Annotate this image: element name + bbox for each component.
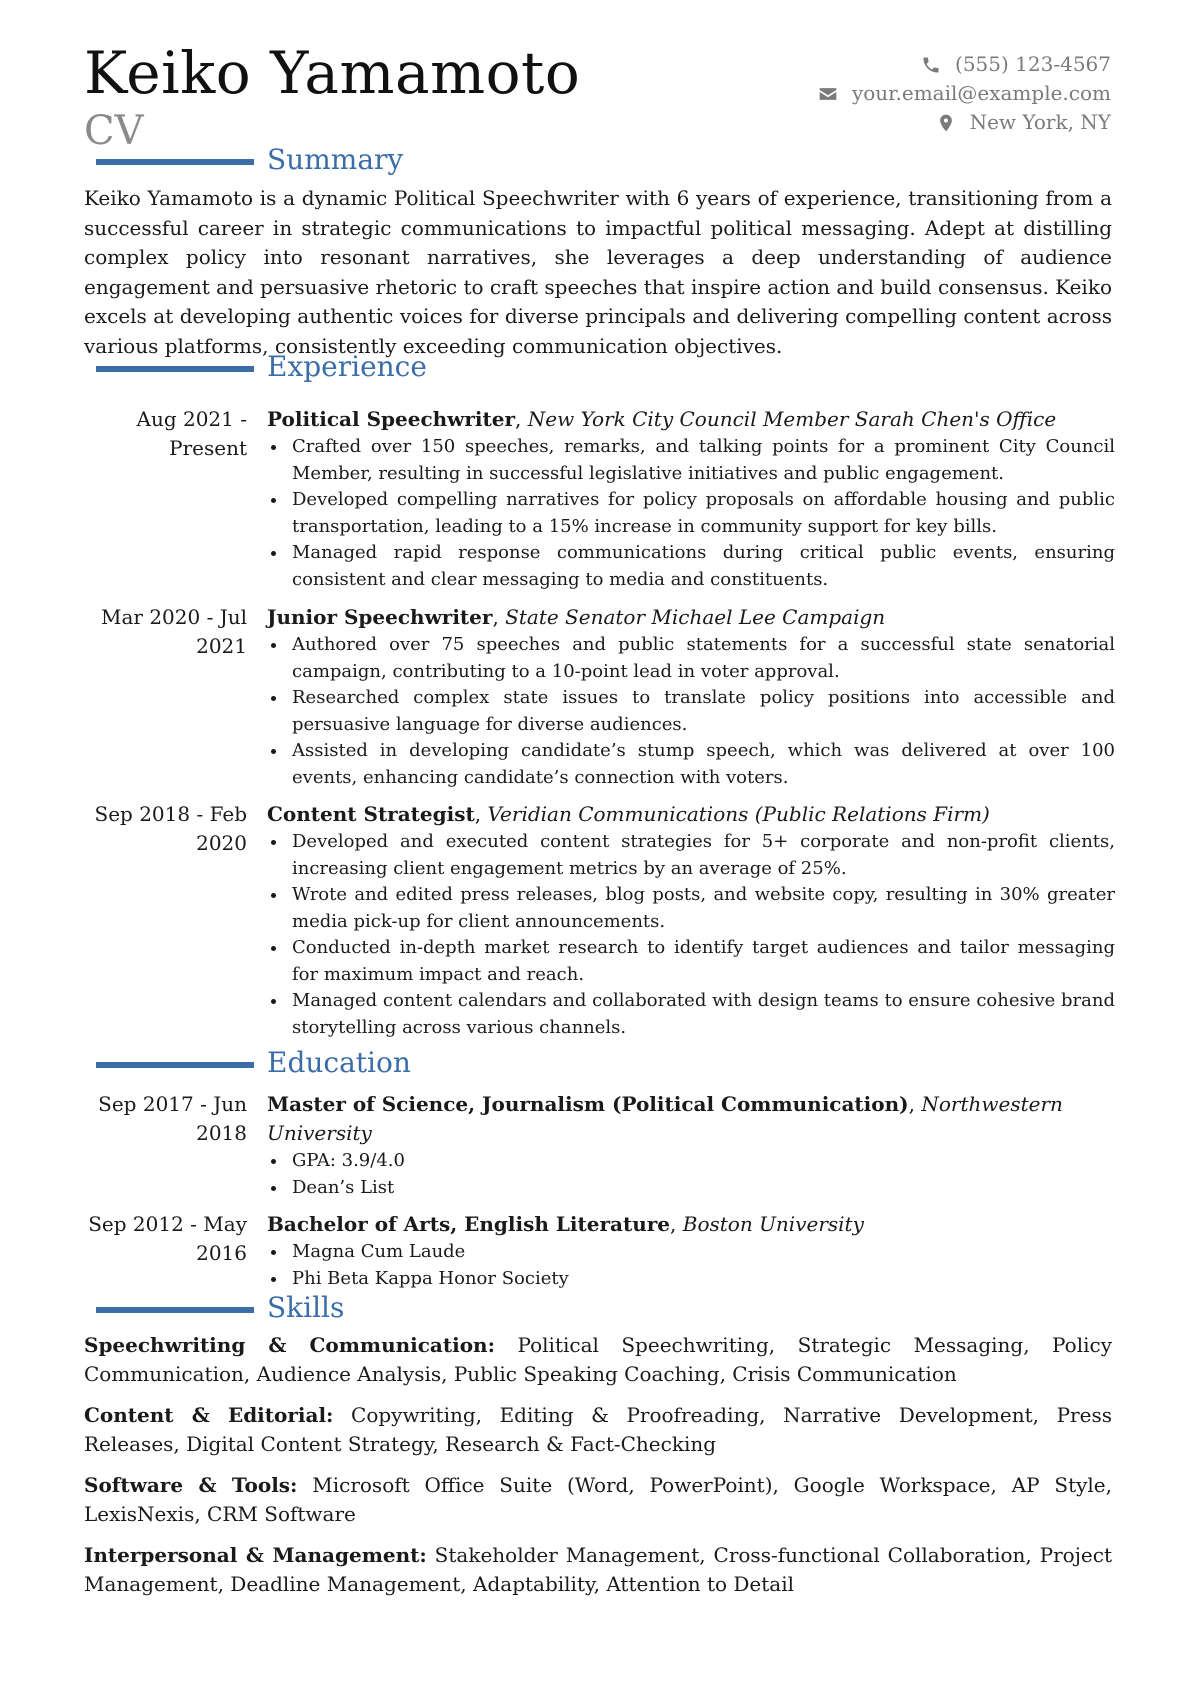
skill-group xyxy=(84,1401,1112,1459)
skill-category: Interpersonal & Management: xyxy=(84,1543,427,1567)
bullet-list xyxy=(267,1148,1115,1201)
bullet-list xyxy=(267,1239,1115,1292)
contact-phone xyxy=(818,50,1111,79)
skill-group xyxy=(84,1471,1112,1529)
section-rule xyxy=(96,1307,254,1313)
entry-date: Sep 2017 - Jun 2018 xyxy=(98,1092,247,1145)
school: Northwestern University xyxy=(267,1092,1063,1145)
degree: Master of Science, Journalism (Political Communication) xyxy=(267,1092,909,1116)
section-rule xyxy=(96,1062,254,1068)
employer: State Senator Michael Lee Campaign xyxy=(505,605,886,629)
summary-header xyxy=(0,142,1190,182)
entry-body xyxy=(267,405,1115,593)
entry-date: Mar 2020 - Jul 2021 xyxy=(101,605,247,658)
entry-heading: Content Strategist, Veridian Communications (Public Relations Firm) xyxy=(267,802,990,826)
job-title: Political Speechwriter xyxy=(267,407,516,431)
section-rule xyxy=(96,366,254,372)
entry-date: Sep 2018 - Feb 2020 xyxy=(94,802,247,855)
entry-date: Sep 2012 - May 2016 xyxy=(88,1212,247,1265)
bullet-item: Managed content calendars and collaborated with design teams to ensure cohesive brand storytelling across various channels. xyxy=(267,988,1115,1041)
skill-values: Stakeholder Management, Cross-functional Collaboration, Project Management, Deadline Management, Adaptability, Attention to Detail xyxy=(84,1543,1112,1596)
bullet-item: Assisted in developing candidate’s stump speech, which was delivered at over 100 events, enhancing candidate’s connection with voters. xyxy=(267,738,1115,791)
document-type: CV xyxy=(84,108,144,154)
skill-category: Speechwriting & Communication: xyxy=(84,1333,495,1357)
entry-body xyxy=(267,603,1115,791)
email-link[interactable]: your.email@example.com xyxy=(851,81,1111,105)
job-title: Content Strategist xyxy=(267,802,475,826)
entry-body xyxy=(267,1090,1115,1201)
section-title: Experience xyxy=(267,350,427,383)
bullet-item: Developed and executed content strategies for 5+ corporate and non-profit clients, increasing client engagement metrics by an average of 25%. xyxy=(267,829,1115,882)
employer: New York City Council Member Sarah Chen's Office xyxy=(527,407,1057,431)
entry-heading: Political Speechwriter, New York City Council Member Sarah Chen's Office xyxy=(267,407,1057,431)
bullet-item: Phi Beta Kappa Honor Society xyxy=(267,1266,1115,1293)
entry-heading: Master of Science, Journalism (Political Communication), Northwestern University xyxy=(267,1092,1063,1145)
contact-email[interactable] xyxy=(818,79,1111,108)
skill-values: Microsoft Office Suite (Word, PowerPoint), Google Workspace, AP Style, LexisNexis, CRM Software xyxy=(84,1473,1112,1526)
map-pin-icon xyxy=(936,113,956,133)
skill-category: Content & Editorial: xyxy=(84,1403,334,1427)
bullet-item: Managed rapid response communications during critical public events, ensuring consistent and clear messaging to media and constituents. xyxy=(267,540,1115,593)
bullet-item: Researched complex state issues to translate policy positions into accessible and persuasive language for diverse audiences. xyxy=(267,685,1115,738)
bullet-item: Authored over 75 speeches and public statements for a successful state senatorial campaign, contributing to a 10-point lead in voter approval. xyxy=(267,632,1115,685)
contact-block xyxy=(818,50,1111,137)
bullet-item: Dean’s List xyxy=(267,1175,1115,1202)
skill-category: Software & Tools: xyxy=(84,1473,298,1497)
skill-group xyxy=(84,1331,1112,1389)
education-header xyxy=(0,1045,1190,1085)
skill-group xyxy=(84,1541,1112,1599)
bullet-list xyxy=(267,434,1115,593)
job-title: Junior Speechwriter xyxy=(267,605,493,629)
candidate-name: Keiko Yamamoto xyxy=(84,39,581,107)
bullet-item: Crafted over 150 speeches, remarks, and talking points for a prominent City Council Member, resulting in successful legislative initiatives and public engagement. xyxy=(267,434,1115,487)
phone-icon xyxy=(921,55,941,75)
bullet-item: Wrote and edited press releases, blog posts, and website copy, resulting in 30% greater media pick-up for client announcements. xyxy=(267,882,1115,935)
entry-date: Aug 2021 - Present xyxy=(136,407,247,460)
experience-header xyxy=(0,349,1190,389)
degree: Bachelor of Arts, English Literature xyxy=(267,1212,671,1236)
contact-location xyxy=(818,108,1111,137)
entry-heading: Junior Speechwriter, State Senator Michael Lee Campaign xyxy=(267,605,886,629)
location-text: New York, NY xyxy=(969,110,1111,134)
bullet-list xyxy=(267,632,1115,791)
section-title: Skills xyxy=(267,1291,345,1324)
entry-body xyxy=(267,1210,1115,1292)
bullet-list xyxy=(267,829,1115,1041)
phone-text: (555) 123-4567 xyxy=(955,52,1111,76)
skill-values: Political Speechwriting, Strategic Messaging, Policy Communication, Audience Analysis, Public Speaking Coaching, Crisis Communication xyxy=(84,1333,1113,1386)
bullet-item: GPA: 3.9/4.0 xyxy=(267,1148,1115,1175)
bullet-item: Conducted in-depth market research to identify target audiences and tailor messaging for maximum impact and reach. xyxy=(267,935,1115,988)
skill-values: Copywriting, Editing & Proofreading, Narrative Development, Press Releases, Digital Content Strategy, Research & Fact-Checking xyxy=(84,1403,1112,1456)
bullet-item: Magna Cum Laude xyxy=(267,1239,1115,1266)
skills-list xyxy=(84,1331,1112,1611)
entry-body xyxy=(267,800,1115,1041)
envelope-icon xyxy=(818,84,838,104)
school: Boston University xyxy=(682,1212,864,1236)
skills-header xyxy=(0,1290,1190,1330)
summary-text: Keiko Yamamoto is a dynamic Political Speechwriter with 6 years of experience, transitioning from a successful career in strategic communications to impactful political messaging. Adept at distilling complex policy into resonant narratives, she leverages a deep understanding of audience engagement and persuasive rhetoric to craft speeches that inspire action and build consensus. Keiko excels at developing authentic voices for diverse principals and delivering compelling content across various platforms, consistently exceeding communication objectives. xyxy=(84,186,1112,358)
bullet-item: Developed compelling narratives for policy proposals on affordable housing and public transportation, leading to a 15% increase in community support for key bills. xyxy=(267,487,1115,540)
section-title: Summary xyxy=(267,143,404,176)
entry-heading: Bachelor of Arts, English Literature, Boston University xyxy=(267,1212,864,1236)
section-rule xyxy=(96,159,254,165)
section-title: Education xyxy=(267,1046,411,1079)
employer: Veridian Communications (Public Relations Firm) xyxy=(487,802,990,826)
